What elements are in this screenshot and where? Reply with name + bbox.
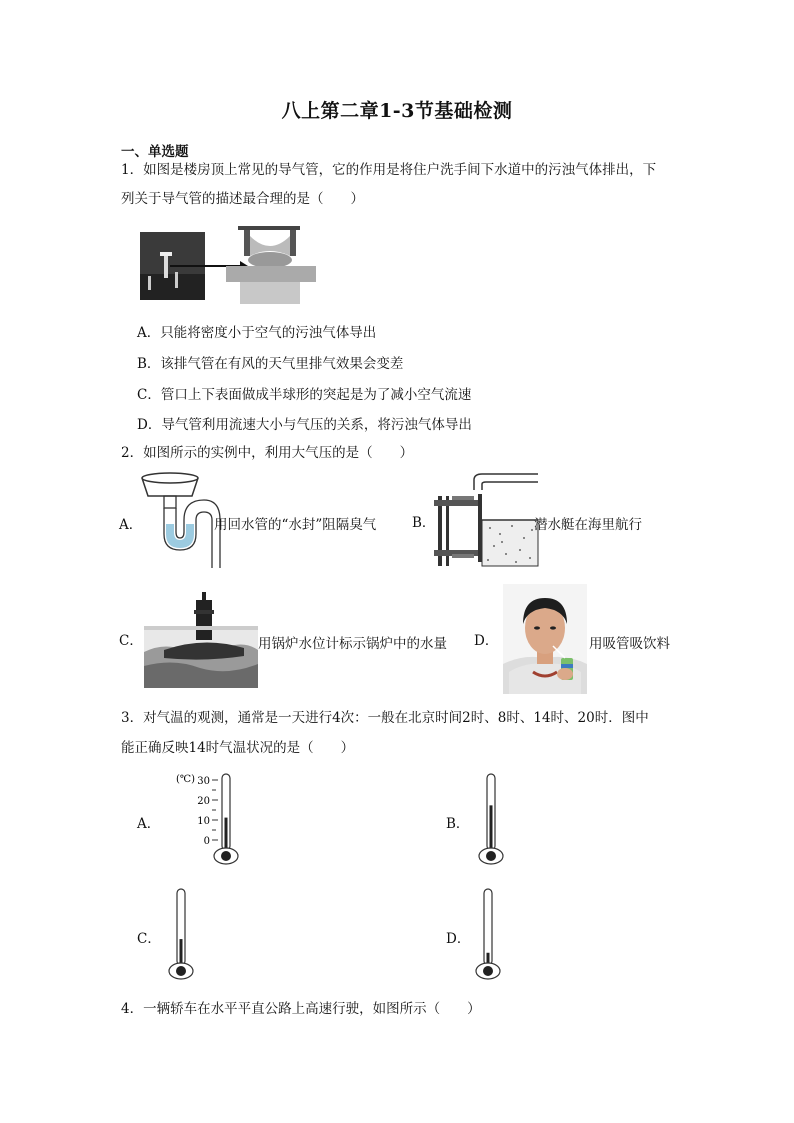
- q2-c-submarine-image: [144, 592, 258, 688]
- mercury-column: [490, 805, 493, 850]
- q2-b-text: 潜水艇在海里航行: [534, 517, 642, 533]
- q3-option-b-letter: B．: [446, 816, 470, 832]
- section-heading: 一、单选题: [121, 144, 189, 160]
- q1-stem-line2: 列关于导气管的描述最合理的是（ ）: [121, 191, 364, 207]
- q2-d-text: 用吸管吸饮料: [589, 636, 670, 652]
- q1-vent-pipe-image: [140, 226, 320, 306]
- thermometer-bulb: [176, 966, 186, 976]
- thermometer-c: [165, 885, 205, 985]
- tick-label: 0: [203, 836, 210, 847]
- q2-b-boiler-gauge-image: [434, 472, 538, 572]
- tick-label: 20: [197, 796, 210, 807]
- q3-option-d-letter: D．: [446, 931, 471, 947]
- mercury-column: [180, 939, 183, 965]
- q3-stem-line2: 能正确反映14时气温状况的是（ ）: [121, 740, 355, 756]
- q2-b-letter: B．: [412, 515, 436, 531]
- mercury-column: [225, 818, 228, 850]
- q2-a-text: 用回水管的“水封”阻隔臭气: [214, 517, 377, 533]
- thermometer-d: [472, 885, 512, 985]
- q1-option-c: C．管口上下表面做成半球形的突起是为了减小空气流速: [137, 387, 472, 403]
- q2-d-drinking-straw-image: [503, 584, 587, 694]
- tick-label: 30: [197, 776, 210, 787]
- q2-d-letter: D．: [474, 633, 499, 649]
- thermometer-a: [170, 770, 250, 870]
- q3-option-c-letter: C．: [137, 931, 161, 947]
- q3-option-a-letter: A．: [137, 816, 161, 832]
- q2-c-text: 用锅炉水位计标示锅炉中的水量: [258, 636, 447, 652]
- q1-option-d: D．导气管利用流速大小与气压的关系，将污浊气体导出: [137, 417, 472, 433]
- thermometer-b: [475, 770, 515, 870]
- page-title: 八上第二章1-3节基础检测: [281, 100, 513, 122]
- q1-stem-line1: 1．如图是楼房顶上常见的导气管，它的作用是将住户洗手间下水道中的污浊气体排出，下: [121, 162, 657, 178]
- thermometer-bulb: [486, 851, 496, 861]
- q1-option-b: B．该排气管在有风的天气里排气效果会变差: [137, 356, 404, 372]
- q4-stem: 4．一辆轿车在水平平直公路上高速行驶，如图所示（ ）: [121, 1001, 481, 1017]
- thermometer-bulb: [483, 966, 493, 976]
- q2-a-letter: A．: [119, 517, 143, 533]
- q2-a-trap-pipe-image: [140, 472, 220, 572]
- q2-c-letter: C．: [119, 633, 143, 649]
- scale-unit: (℃): [176, 774, 195, 785]
- q1-option-a: A．只能将密度小于空气的污浊气体导出: [137, 325, 377, 341]
- tick-label: 10: [197, 816, 210, 827]
- thermometer-bulb: [221, 851, 231, 861]
- q3-stem-line1: 3．对气温的观测，通常是一天进行4次：一般在北京时间2时、8时、14时、20时．图中: [121, 710, 649, 726]
- q2-stem: 2．如图所示的实例中，利用大气压的是（ ）: [121, 445, 414, 461]
